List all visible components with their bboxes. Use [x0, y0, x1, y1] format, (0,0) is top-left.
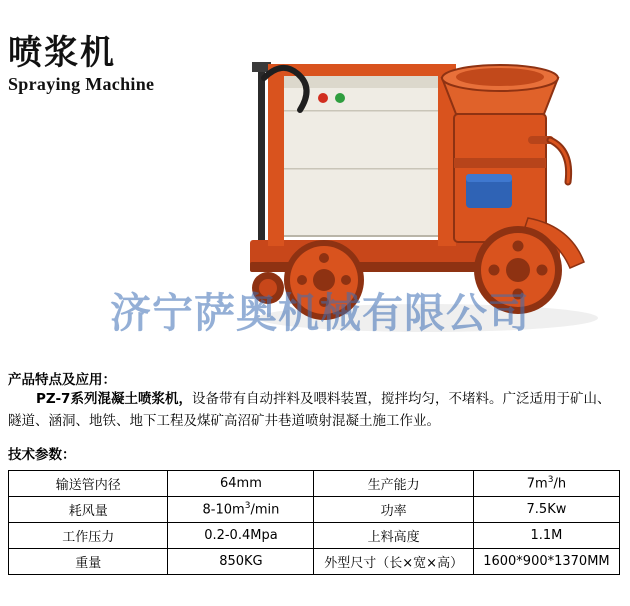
spec-label: 上料高度	[314, 523, 473, 549]
spec-label: 重量	[9, 549, 168, 575]
spec-value: 7.5Kw	[473, 497, 619, 523]
spec-value: 850KG	[168, 549, 314, 575]
spraying-machine-illustration	[228, 18, 628, 348]
spec-label: 耗风量	[9, 497, 168, 523]
features-paragraph	[8, 388, 622, 433]
product-photo	[228, 18, 628, 348]
spec-label: 生产能力	[314, 471, 473, 497]
spec-label: 功率	[314, 497, 473, 523]
spec-label: 工作压力	[9, 523, 168, 549]
spec-label: 外型尺寸（长×宽×高）	[314, 549, 473, 575]
spec-value: $8-10m^3/\min$	[168, 497, 314, 523]
page-title-en: Spraying Machine	[8, 73, 155, 94]
table-row	[9, 497, 620, 523]
features-heading: 产品特点及应用：	[8, 372, 116, 388]
product-model: PZ-7系列混凝土喷浆机，	[36, 391, 192, 407]
spec-value: $7m^3/h$	[473, 471, 619, 497]
table-row	[9, 523, 620, 549]
spec-value: 1600*900*1370MM	[473, 549, 619, 575]
spec-value: 1.1M	[473, 523, 619, 549]
company-watermark: 济宁萨奥机械有限公司	[110, 289, 530, 337]
parameters-heading: 技术参数：	[8, 447, 76, 463]
page-title-cn: 喷浆机	[8, 33, 116, 73]
spec-value: 0.2-0.4Mpa	[168, 523, 314, 549]
spec-label: 输送管内径	[9, 471, 168, 497]
spec-value: 64mm	[168, 471, 314, 497]
table-row	[9, 549, 620, 575]
features-body: 设备带有自动拌料及喂料装置，搅拌均匀，不堵料。广泛适用于矿山、隧道、涵洞、地铁、地下工程及煤矿高沼矿井巷道喷射混凝土施工作业。	[8, 391, 611, 430]
table-row	[9, 471, 620, 497]
spec-table	[8, 470, 620, 575]
title-block	[8, 33, 228, 95]
